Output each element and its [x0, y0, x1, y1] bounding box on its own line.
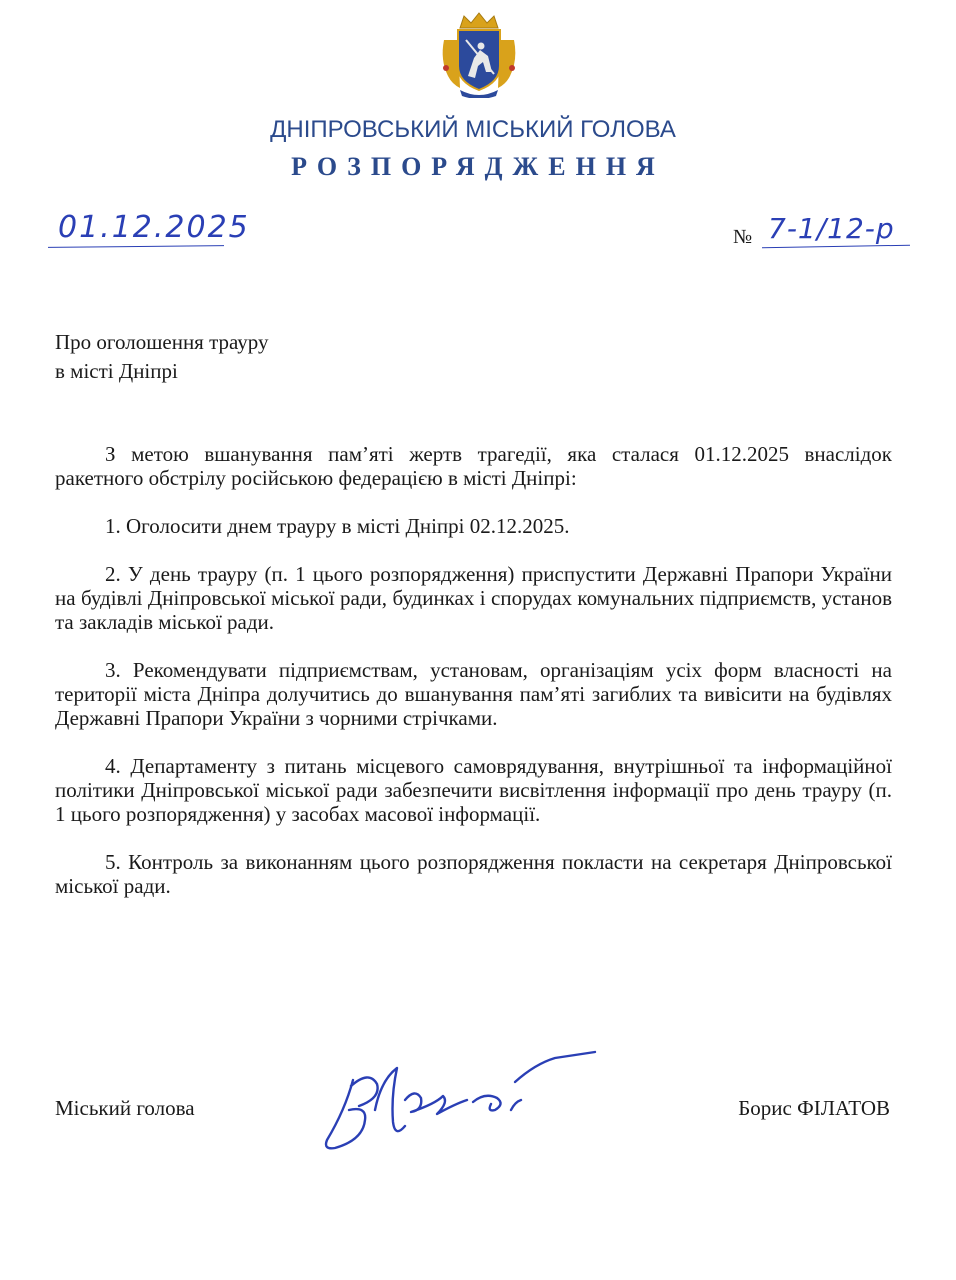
item-3: 3. Рекомендувати підприємствам, установам, організаціям усіх форм власності на території міста Дніпра долучитись до вшанування пам’яті загиблих та вивісити на будівлях Державні Прапори України з чорними стрічками. [55, 658, 892, 730]
document-body [55, 442, 892, 922]
date-underline [48, 245, 224, 248]
doc-type-title: РОЗПОРЯДЖЕННЯ [291, 152, 665, 181]
handwritten-signature [315, 1040, 605, 1165]
dnipro-coat-of-arms-icon [438, 10, 520, 98]
subject-line-2: в місті Дніпрі [55, 359, 178, 383]
item-4: 4. Департаменту з питань місцевого самоврядування, внутрішньої та інформаційної політики Дніпровської міської ради забезпечити висвітлення інформації про день трауру (п. 1 цього розпорядження) у засобах масової інформації. [55, 754, 892, 826]
item-1: 1. Оголосити днем трауру в місті Дніпрі 02.12.2025. [105, 514, 570, 538]
item-5: 5. Контроль за виконанням цього розпорядження покласти на секретаря Дніпровської міської ради. [55, 850, 892, 898]
org-title: ДНІПРОВСЬКИЙ МІСЬКИЙ ГОЛОВА [270, 116, 676, 143]
signer-name: Борис ФІЛАТОВ [738, 1096, 890, 1120]
number-underline [762, 245, 910, 249]
document-number: 7-1/12-р [768, 212, 895, 245]
item-2: 2. У день трауру (п. 1 цього розпорядження) приспустити Державні Прапори України на будівлі Дніпровської міської ради, будинках і спорудах комунальних підприємств, установ та закладів міської ради. [55, 562, 892, 634]
intro-paragraph: З метою вшанування пам’яті жертв трагедії, яка сталася 01.12.2025 внаслідок ракетного обстрілу російською федерацією в місті Дніпрі: [55, 442, 892, 490]
document-date: 01.12.2025 [58, 210, 250, 245]
number-label: № [733, 226, 753, 248]
signer-title: Міський голова [55, 1096, 195, 1120]
subject-line-1: Про оголошення трауру [55, 330, 269, 354]
subject [55, 328, 269, 386]
